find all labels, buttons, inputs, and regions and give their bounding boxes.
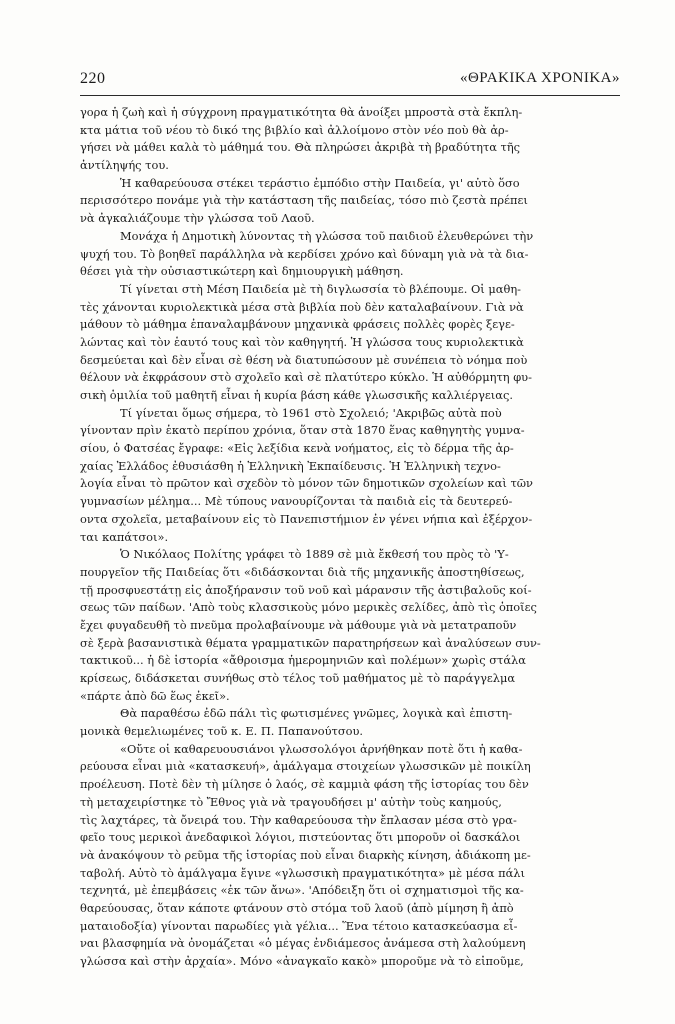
text-line: φεῖο τους μερικοὶ ἀνεδαφικοὶ λόγιοι, πιστεύοντας ὅτι μποροῦν οἱ δασκάλοι: [80, 830, 521, 845]
text-line: χαίας Ἑλλάδος ἐθυσιάσθη ἡ Ἑλληνικὴ Ἐκπαίδευσις. Ἡ Ἑλληνικὴ τεχνο-: [80, 458, 501, 473]
text-line: γορα ἡ ζωὴ καὶ ἡ σύγχρονη πραγματικότητα θὰ ἀνοίξει μπροστὰ στὰ ἔκπλη-: [80, 105, 523, 119]
text-line: λογία εἶναι τὸ πρῶτον καὶ σχεδὸν τὸ μόνον τῶν δημοτικῶν σχολείων καὶ τῶν: [80, 476, 533, 491]
text-line: Ὁ Νικόλαος Πολίτης γράφει τὸ 1889 σὲ μιὰ ἔκθεσή του πρὸς τὸ 'Υ-: [120, 547, 509, 562]
text-line: «πάρτε ἀπὸ δῶ ἕως ἐκεῖ».: [80, 688, 230, 703]
text-line: Τί γίνεται ὅμως σήμερα, τὸ 1961 στὸ Σχολειό; 'Ακριβῶς αὐτὰ ποὺ: [120, 405, 502, 420]
text-line: σὲ ξερὰ βασανιστικὰ θέματα γραμματικῶν παρατηρήσεων καὶ ἀναλύσεων συν-: [80, 635, 541, 650]
text-line: περισσότερο πονάμε γιὰ τὴν κατάσταση τῆς παιδείας, τόσο πιὸ ζεστὰ πρέπει: [80, 193, 528, 208]
text-line: γυμνασίων μέλημα... Μὲ τύπους νανουρίζονται τὰ παιδιὰ εἰς τὰ δευτερεύ-: [80, 494, 513, 509]
text-line: θέλουν νὰ ἐκφράσουν στὸ σχολεῖο καὶ σὲ πλατύτερο κύκλο. Ἡ αὐθόρμητη φυ-: [80, 370, 532, 385]
text-line: πουργεῖον τῆς Παιδείας ὅτι «διδάσκονται διὰ τῆς μηχανικῆς ἀποστηθίσεως,: [80, 564, 525, 579]
text-line: «Οὔτε οἱ καθαρευουσιάνοι γλωσσολόγοι ἀρνήθηκαν ποτὲ ὅτι ἡ καθα-: [120, 741, 523, 756]
text-line: νὰ ἀγκαλιάζουμε τὴν γλώσσα τοῦ Λαοῦ.: [80, 211, 315, 226]
text-line: κρίσεως, διδάσκεται συνήθως στὸ τέλος τοῦ μαθήματος μὲ τὸ παράγγελμα: [80, 671, 516, 685]
text-line: προέλευση. Ποτὲ δὲν τὴ μίλησε ὁ λαός, σὲ καμμιὰ φάση τῆς ἱστορίας του δὲν: [80, 777, 529, 792]
text-line: μονικὰ θεμελιωμένες τοῦ κ. Ε. Π. Παπανούτσου.: [80, 724, 364, 739]
text-line: Ἡ καθαρεύουσα στέκει τεράστιο ἐμπόδιο στὴν Παιδεία, γι' αὐτὸ ὅσο: [120, 175, 520, 190]
text-line: οντα σχολεῖα, μεταβαίνουν εἰς τὸ Πανεπιστήμιον ἐν γένει νήπια καὶ ἐξέρχον-: [80, 511, 533, 526]
text-line: τῇ προσφυεστάτῃ εἰς ἀποξήρανσιν τοῦ νοῦ καὶ μάρανσιν τῆς ἀστιβαλοῦς κοί-: [80, 582, 532, 597]
text-line: γίνονταν πρὶν ἑκατὸ περίπου χρόνια, ὅταν στὰ 1870 ἕνας καθηγητὴς γυμνα-: [80, 423, 525, 438]
text-line: νὰ ἀνακόψουν τὸ ρεῦμα τῆς ἱστορίας ποὺ εἶναι διαρκὴς κίνηση, ἀδιάκοπη με-: [80, 847, 531, 862]
text-line: σίου, ὁ Φατσέας ἔγραφε: «Εἰς λεξίδια κενὰ νοήματος, εἰς τὸ δέρμα τῆς ἀρ-: [80, 441, 514, 456]
journal-title: «ΘΡΑΚΙΚΑ ΧΡΟΝΙΚΑ»: [459, 70, 620, 86]
text-line: σικὴ ὁμιλία τοῦ μαθητῆ εἶναι ἡ κυρία βάση κάθε γλωσσικῆς καλλιέργειας.: [80, 388, 513, 402]
text-line: σεως τῶν παίδων. 'Απὸ τοὺς κλασσικοὺς μόνο μερικὲς σελίδες, ἀπὸ τὶς ὁποῖες: [80, 600, 537, 615]
text-line: δεσμεύεται καὶ δὲν εἶναι σὲ θέση νὰ διατυπώσουν μὲ συνέπεια τὸ νόημα ποὺ: [80, 352, 528, 367]
text-line: ματαιοδοξία) γίνονται παρωδίες γιὰ γέλια... Ἕνα τέτοιο κατασκεύασμα εἶ-: [80, 918, 518, 933]
text-line: γλώσσα καὶ στὴν ἀρχαία». Μόνο «ἀναγκαῖο κακὸ» μποροῦμε νὰ τὸ εἰποῦμε,: [80, 954, 524, 968]
text-line: ναι βλασφημία νὰ ὀνομάζεται «ὁ μέγας ἐνδιάμεσος ἀνάμεσα στὴ λαλούμενη: [80, 936, 526, 951]
text-line: λώντας καὶ τὸν ἑαυτό τους καὶ τὸν καθηγητή. Ἡ γλώσσα τους κυριολεκτικὰ: [80, 334, 524, 349]
body-text: [80, 104, 620, 971]
text-line: ψυχή του. Τὸ βοηθεῖ παράλληλα νὰ κερδίσει χρόνο καὶ δύναμη γιὰ νὰ τὰ δια-: [80, 246, 529, 261]
text-line: μάθουν τὸ μάθημα ἐπαναλαμβάνουν μηχανικὰ φράσεις πολλὲς φορὲς ξεγε-: [80, 317, 515, 332]
text-line: τὴ μεταχειρίστηκε τὸ Ἔθνος γιὰ νὰ τραγουδήσει μ' αὐτὴν τοὺς καημούς,: [80, 794, 502, 809]
text-line: γήσει νὰ μάθει καλὰ τὸ μάθημά του. Θὰ πληρώσει ἀκριβὰ τὴ βραδύτητα τῆς: [80, 140, 521, 155]
text-line: Θὰ παραθέσω ἐδῶ πάλι τὶς φωτισμένες γνῶμες, λογικὰ καὶ ἐπιστη-: [120, 706, 513, 721]
header-rule: [80, 95, 620, 96]
text-line: κτα μάτια τοῦ νέου τὸ δικό της βιβλίο καὶ ἀλλοίμονο στὸν νέο ποὺ θὰ ἀρ-: [80, 122, 509, 137]
text-line: ταβολή. Αὐτὸ τὸ ἀμάλγαμα ἔγινε «γλωσσικὴ πραγματικότητα» μὲ μέσα πάλι: [80, 865, 525, 880]
text-line: Μονάχα ἡ Δημοτικὴ λύνοντας τὴ γλώσσα τοῦ παιδιοῦ ἐλευθερώνει τὴν: [120, 228, 534, 243]
text-line: ρεύουσα εἶναι μιὰ «κατασκευή», ἀμάλγαμα στοιχείων γλωσσικῶν μὲ ποικίλη: [80, 759, 531, 774]
text-line: ται καπάτσοι».: [80, 529, 169, 544]
text-line: τὶς λαχτάρες, τὰ ὄνειρά του. Τὴν καθαρεύουσα τὴν ἔπλασαν μέσα στὸ γρα-: [80, 812, 517, 827]
text-line: τεχνητά, μὲ ἐπεμβάσεις «ἐκ τῶν ἄνω». 'Απόδειξη ὅτι οἱ σχηματισμοὶ τῆς κα-: [80, 883, 524, 898]
running-head: [80, 70, 620, 92]
text-line: θαρεύουσας, ὅταν κάποτε φτάνουν στὸ στόμα τοῦ λαοῦ (ἀπὸ μίμηση ἢ ἀπὸ: [80, 900, 514, 915]
page-number: 220: [80, 70, 106, 87]
text-line: ἀντίληψής του.: [80, 158, 169, 173]
text-line: τὲς χάνονται κυριολεκτικὰ μέσα στὰ βιβλία ποὺ δὲν καταλαβαίνουν. Γιὰ νὰ: [80, 299, 524, 314]
text-line: τακτικοῦ... ἡ δὲ ἱστορία «ἄθροισμα ἡμερομηνιῶν καὶ πολέμων» χωρὶς στάλα: [80, 653, 526, 668]
text-line: ἔχει φυγαδευθῆ τὸ πνεῦμα προλαβαίνουμε νὰ μάθουμε γιὰ νὰ μετατραποῦν: [80, 617, 517, 632]
text-line: θέσει γιὰ τὴν οὐσιαστικώτερη καὶ δημιουργικὴ μάθηση.: [80, 264, 404, 279]
text-line: Τί γίνεται στὴ Μέση Παιδεία μὲ τὴ διγλωσσία τὸ βλέπουμε. Οἱ μαθη-: [120, 281, 522, 296]
